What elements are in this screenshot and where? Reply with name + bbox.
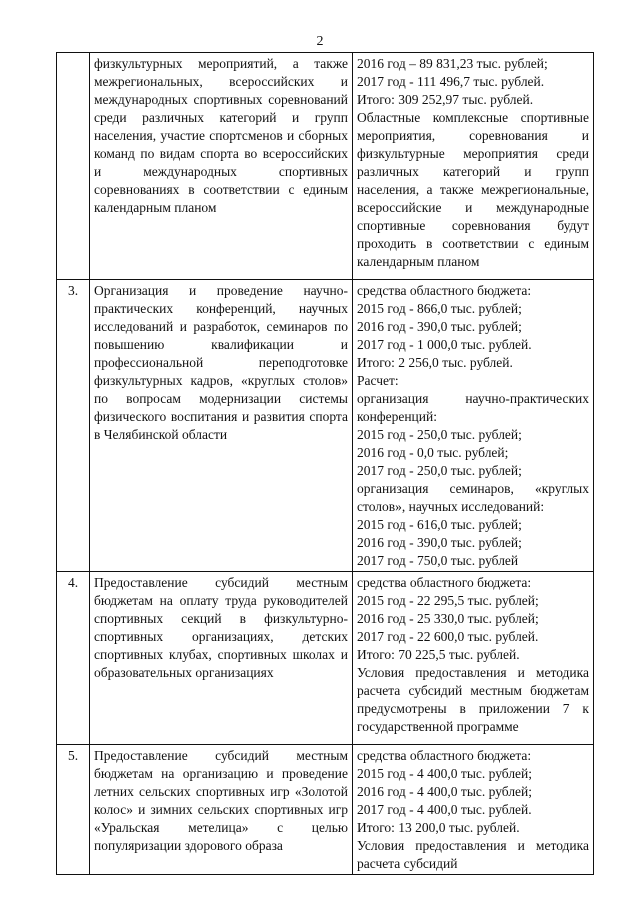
funding-line: средства областного бюджета:: [357, 575, 532, 590]
funding-calc-label: Расчет:: [357, 373, 399, 388]
funding-total: Итого: 13 200,0 тыс. рублей.: [357, 820, 520, 835]
funding-cell: [353, 53, 594, 280]
funding-line: 2015 год - 4 400,0 тыс. рублей;: [357, 766, 533, 781]
funding-line: 2016 год – 89 831,23 тыс. рублей;: [357, 56, 548, 71]
row-number: 4.: [57, 572, 90, 745]
table-row: [57, 280, 594, 572]
funding-line: 2016 год - 25 330,0 тыс. рублей;: [357, 611, 539, 626]
funding-note: Областные комплексные спортивные мероприятия, соревнования и физкультурные мероприятия среди различных категорий и групп населения, а также межрегиональные, всероссийские и международные спортивные соревнования будут проходить в соответствии с единым календарным планом: [357, 110, 589, 269]
funding-note: Условия предоставления и методика расчета субсидий местным бюджетам предусмотрены в приложении 7 к государственной программе: [357, 665, 589, 734]
table-row: [57, 745, 594, 875]
row-number: 5.: [57, 745, 90, 875]
funding-line: 2016 год - 390,0 тыс. рублей;: [357, 319, 522, 334]
funding-line: 2017 год - 111 496,7 тыс. рублей.: [357, 74, 545, 89]
activity-description: физкультурных мероприятий, а также межрегиональных, всероссийских и международных спортивных соревнований среди различных категорий и групп населения, участие спортсменов и сборных команд по видам спорта во всероссийских и международных спортивных соревнованиях в соответствии с единым календарным планом: [90, 53, 353, 280]
funding-line: 2017 год - 250,0 тыс. рублей;: [357, 463, 522, 478]
funding-line: 2017 год - 22 600,0 тыс. рублей.: [357, 629, 539, 644]
funding-line: средства областного бюджета:: [357, 748, 532, 763]
funding-cell: [353, 572, 594, 745]
activity-description: Организация и проведение научно-практических конференций, научных исследований и разработок, семинаров по повышению квалификации и профессиональной переподготовке физкультурных кадров, «круглых столов» по вопросам модернизации системы физического воспитания и развития спорта в Челябинской области: [90, 280, 353, 572]
funding-line: 2015 год - 22 295,5 тыс. рублей;: [357, 593, 539, 608]
table-row: [57, 572, 594, 745]
funding-cell: [353, 280, 594, 572]
funding-line: 2017 год - 1 000,0 тыс. рублей.: [357, 337, 532, 352]
funding-line: 2015 год - 250,0 тыс. рублей;: [357, 427, 522, 442]
funding-total: Итого: 309 252,97 тыс. рублей.: [357, 92, 534, 107]
funding-line: 2016 год - 0,0 тыс. рублей;: [357, 445, 509, 460]
row-number: 3.: [57, 280, 90, 572]
row-number: [57, 53, 90, 280]
funding-note: организация семинаров, «круглых столов», научных исследований:: [357, 481, 589, 514]
funding-line: 2016 год - 390,0 тыс. рублей;: [357, 535, 522, 550]
funding-note: Условия предоставления и методика расчета субсидий: [357, 838, 589, 871]
table-row: [57, 53, 594, 280]
activity-description: Предоставление субсидий местным бюджетам на оплату труда руководителей спортивных секций в физкультурно-спортивных организациях, детских спортивных клубах, спортивных школах и образовательных организациях: [90, 572, 353, 745]
activity-description: Предоставление субсидий местным бюджетам на организацию и проведение летних сельских спортивных игр «Золотой колос» и зимних сельских спортивных игр «Уральская метелица» с целью популяризации здорового образа: [90, 745, 353, 875]
funding-cell: [353, 745, 594, 875]
funding-line: 2015 год - 616,0 тыс. рублей;: [357, 517, 522, 532]
funding-line: 2017 год - 750,0 тыс. рублей: [357, 553, 519, 568]
funding-note: организация научно-практических конференций:: [357, 391, 589, 424]
page-number: 2: [316, 34, 324, 49]
funding-line: 2015 год - 866,0 тыс. рублей;: [357, 301, 522, 316]
funding-total: Итого: 2 256,0 тыс. рублей.: [357, 355, 513, 370]
program-table: [56, 52, 594, 875]
funding-line: 2017 год - 4 400,0 тыс. рублей.: [357, 802, 532, 817]
funding-line: средства областного бюджета:: [357, 283, 532, 298]
funding-total: Итого: 70 225,5 тыс. рублей.: [357, 647, 520, 662]
funding-line: 2016 год - 4 400,0 тыс. рублей;: [357, 784, 533, 799]
